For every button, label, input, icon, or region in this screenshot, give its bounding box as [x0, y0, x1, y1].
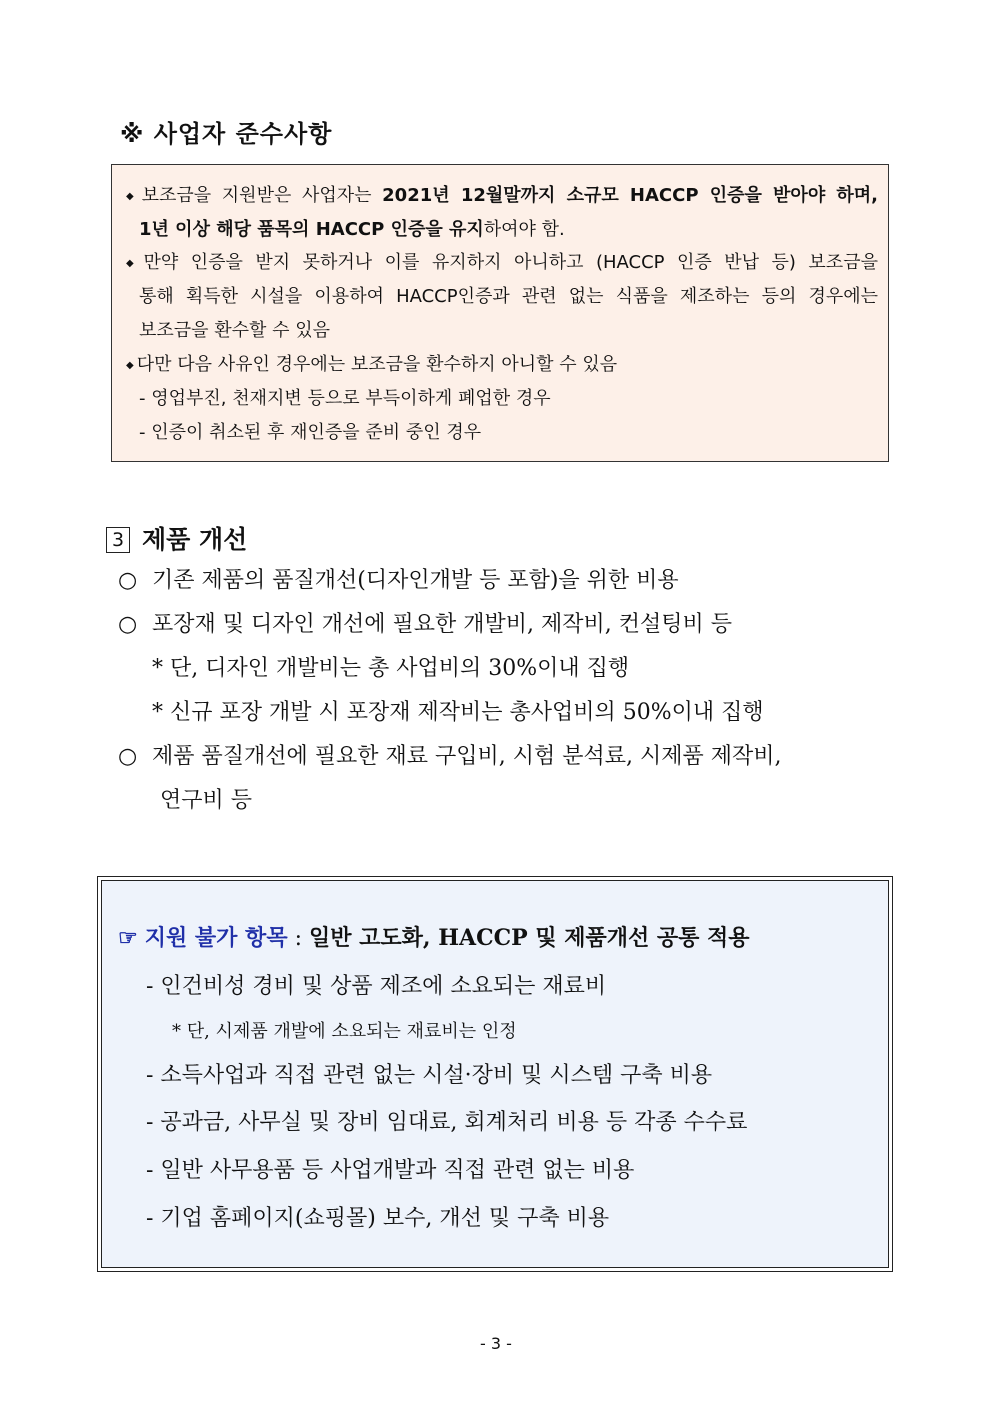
ineligible-scope: 일반 고도화, HACCP 및 제품개선 공통 적용	[309, 925, 750, 951]
ineligible-items-heading	[118, 921, 750, 952]
compliance-dash-item-1: - 영업부진, 천재지변 등으로 부득이하게 폐업한 경우	[139, 388, 551, 409]
ineligible-item-1: - 인건비성 경비 및 상품 제조에 소요되는 재료비	[146, 974, 607, 999]
section-title-text: 제품 개선	[142, 525, 248, 554]
compliance-box	[111, 164, 889, 462]
pointing-hand-icon: ☞	[118, 925, 138, 951]
circle-bullet-icon: ○	[118, 612, 138, 637]
ineligible-item-5: - 기업 홈페이지(쇼핑몰) 보수, 개선 및 구축 비용	[146, 1206, 610, 1231]
compliance-bullet-2-text: 만약 인증을 받지 못하거나 이를 유지하지 아니하고 (HACCP 인증 반납 등) 보조금을	[143, 252, 878, 273]
compliance-dash-item-2: - 인증이 취소된 후 재인증을 준비 중인 경우	[139, 422, 482, 443]
section-3-item-3	[118, 739, 781, 770]
page-number: - 3 -	[480, 1334, 512, 1353]
bullet-diamond-icon: ◆	[126, 257, 141, 269]
section-3-item-2-text: 포장재 및 디자인 개선에 필요한 개발비, 제작비, 컨설팅비 등	[152, 612, 732, 637]
section-number-box: 3	[106, 527, 130, 553]
section-3-note-1: * 단, 디자인 개발비는 총 사업비의 30%이내 집행	[152, 656, 630, 681]
section-3-item-3-text: 제품 품질개선에 필요한 재료 구입비, 시험 분석료, 시제품 제작비,	[152, 744, 782, 769]
compliance-bullet-2-line-1	[126, 248, 878, 274]
compliance-bullet-2-line-2: 통해 획득한 시설을 이용하여 HACCP인증과 관련 없는 식품을 제조하는 등의 경우에는	[139, 286, 878, 307]
compliance-bullet-3	[126, 350, 878, 376]
bullet-diamond-icon: ◆	[126, 190, 139, 202]
compliance-deadline-text: 2021년 12월말까지 소규모 HACCP 인증을 받아야 하며,	[382, 185, 878, 206]
compliance-bullet-1-line-1	[126, 181, 878, 207]
compliance-bullet-2-line-3: 보조금을 환수할 수 있음	[139, 320, 331, 341]
bullet-diamond-icon: ◆	[126, 359, 134, 371]
heading-colon: :	[294, 926, 302, 951]
ineligible-item-1-note: * 단, 시제품 개발에 소요되는 재료비는 인정	[172, 1021, 517, 1042]
compliance-maintain-text: 1년 이상 해당 품목의 HACCP 인증을 유지	[139, 219, 484, 240]
section-3-note-2: * 신규 포장 개발 시 포장재 제작비는 총사업비의 50%이내 집행	[152, 700, 764, 725]
compliance-maintain-rest: 하여야 함.	[483, 219, 565, 240]
ineligible-item-2: - 소득사업과 직접 관련 없는 시설·장비 및 시스템 구축 비용	[146, 1063, 713, 1088]
section-3-item-1-text: 기존 제품의 품질개선(디자인개발 등 포함)을 위한 비용	[152, 568, 679, 593]
compliance-bullet-3-text: 다만 다음 사유인 경우에는 보조금을 환수하지 아니할 수 있음	[136, 354, 618, 375]
compliance-heading: ※ 사업자 준수사항	[120, 120, 333, 148]
ineligible-item-3: - 공과금, 사무실 및 장비 임대료, 회계처리 비용 등 각종 수수료	[146, 1110, 748, 1135]
section-3-item-1	[118, 563, 679, 594]
ineligible-items-inner	[101, 880, 889, 1268]
section-3-item-3-line-2: 연구비 등	[160, 788, 253, 813]
circle-bullet-icon: ○	[118, 744, 138, 769]
ineligible-items-box	[97, 876, 893, 1272]
section-3-item-2	[118, 607, 732, 638]
compliance-bullet-1-line-2	[139, 215, 878, 241]
circle-bullet-icon: ○	[118, 568, 138, 593]
ineligible-item-4: - 일반 사무용품 등 사업개발과 직접 관련 없는 비용	[146, 1158, 635, 1183]
compliance-bullet-1-text: 보조금을 지원받은 사업자는	[141, 185, 383, 206]
section-3-title	[106, 520, 247, 556]
ineligible-label: 지원 불가 항목	[144, 925, 288, 951]
